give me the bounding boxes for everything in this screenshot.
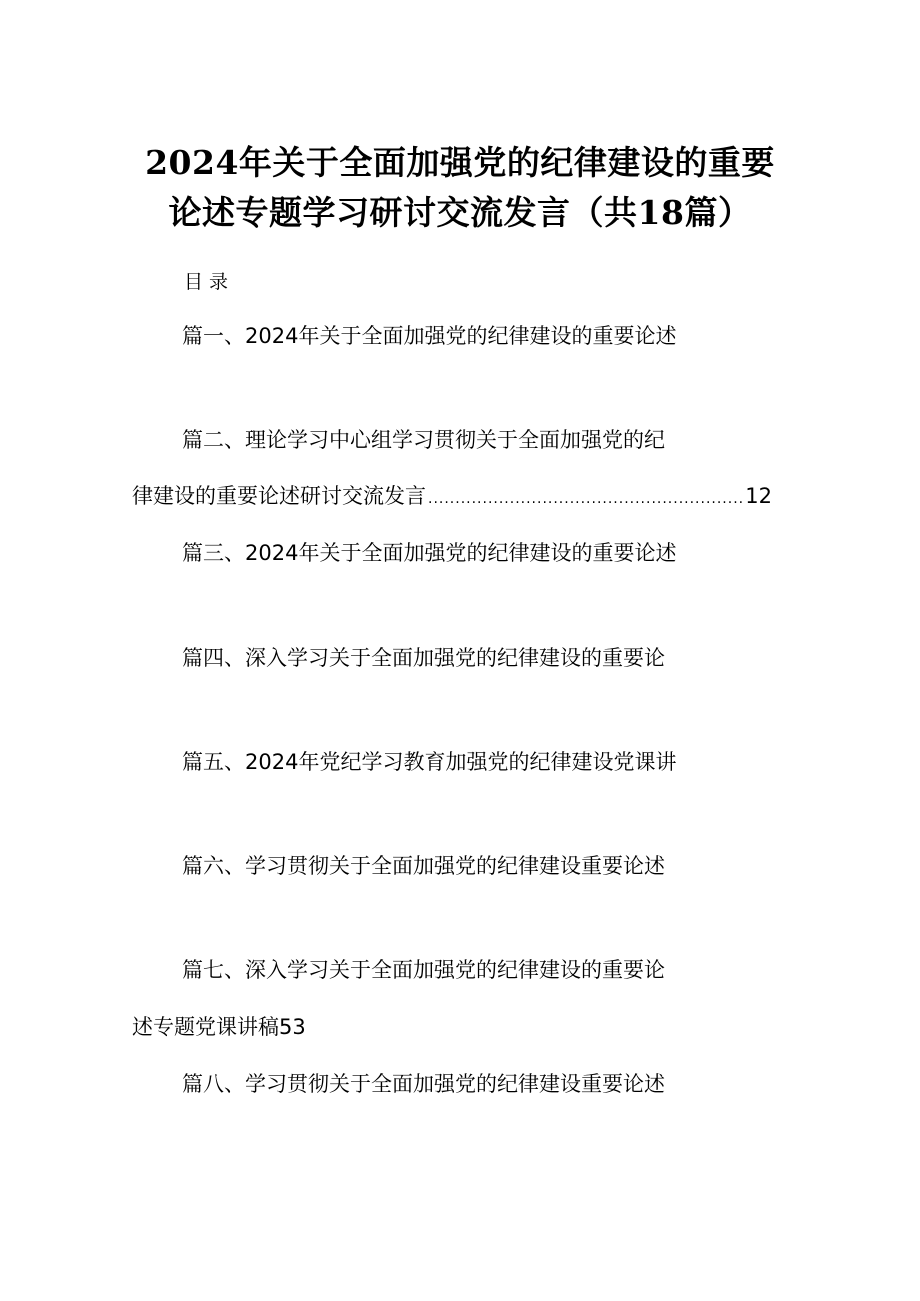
- toc-entry-2[interactable]: 篇二、理论学习中心组学习贯彻关于全面加强党的纪: [182, 428, 665, 452]
- toc-entry-5[interactable]: 篇五、2024年党纪学习教育加强党的纪律建设党课讲: [182, 750, 677, 774]
- toc-entry-1[interactable]: 篇一、2024年关于全面加强党的纪律建设的重要论述: [182, 324, 677, 348]
- title-line-1: 2024年关于全面加强党的纪律建设的重要: [145, 143, 775, 182]
- title-line-2: 论述专题学习研讨交流发言（共18篇）: [168, 193, 752, 232]
- toc-entry-2-line-2: 律建设的重要论述研讨交流发言: [132, 484, 426, 508]
- toc-entry-6[interactable]: 篇六、学习贯彻关于全面加强党的纪律建设重要论述: [182, 854, 665, 878]
- dot-leader: [428, 485, 743, 513]
- toc-entry-8[interactable]: 篇八、学习贯彻关于全面加强党的纪律建设重要论述: [182, 1072, 665, 1096]
- toc-entry-2-continuation[interactable]: [132, 482, 772, 513]
- toc-entry-7-line-2[interactable]: 述专题党课讲稿53: [132, 1015, 306, 1039]
- toc-entry-4[interactable]: 篇四、深入学习关于全面加强党的纪律建设的重要论: [182, 646, 665, 670]
- toc-entry-7[interactable]: 篇七、深入学习关于全面加强党的纪律建设的重要论: [182, 958, 665, 982]
- toc-entry-2-page: 12: [745, 484, 772, 508]
- toc-entry-3[interactable]: 篇三、2024年关于全面加强党的纪律建设的重要论述: [182, 541, 677, 565]
- document-title: [100, 138, 820, 238]
- toc-heading: 目录: [184, 271, 235, 293]
